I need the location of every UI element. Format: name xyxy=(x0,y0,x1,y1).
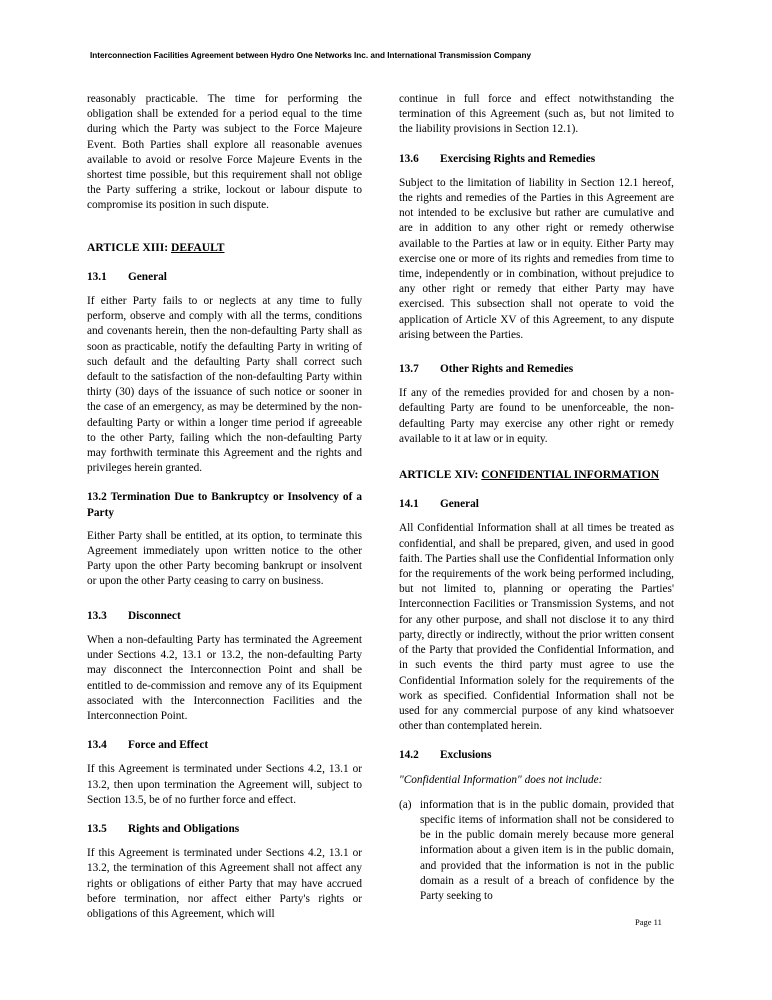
section-13-4-text: If this Agreement is terminated under Sections 4.2, 13.1 or 13.2, then upon termination the Agreement will, subject to Section 13.5, be of no further force and effect. xyxy=(87,763,362,806)
right-column xyxy=(399,92,674,904)
section-title: General xyxy=(440,498,479,511)
section-13-6-text: Subject to the limitation of liability in Section 12.1 hereof, the rights and remedies of the Parties in this Agreement are not intended to be exclusive but rather are cumulative and are in addition to any other right or remedy otherwise available to the Parties at law or in equity. Either Party may exercise one or more of its rights and remedies from time to time, independently or in combination, without prejudice to any other right or remedy that either Party may have exercised. This subsection shall not operate to void the application of Article XV of this Agreement, to any dispute arising between the Parties. xyxy=(399,176,674,341)
section-13-3-heading xyxy=(87,609,362,624)
page-number: Page 11 xyxy=(635,917,662,927)
left-column xyxy=(87,92,362,922)
section-number: 14.2 xyxy=(399,749,419,762)
section-13-4-heading xyxy=(87,738,362,753)
section-14-1-text: All Confidential Information shall at all times be treated as confidential, and shall be prepared, given, and used in good faith. The Parties shall use the Confidential Information only for the requirements of the work being performed including, but not limited to, planning or operating the Parties' Interconnection Facilities or Transmission Systems, and not for any other purpose, and shall not disclose it to any third party, directly or indirectly, without the prior written consent of the Party that provided the Confidential Information, and in such events the third party must agree to use the Confidential Information solely for the requirements of the work as specified. Confidential Information shall not be used for any commercial purpose of any kind whatsoever other than contemplated herein. xyxy=(399,522,674,733)
section-13-3-text: When a non-defaulting Party has terminated the Agreement under Sections 4.2, 13.1 or 13.2, the non-defaulting Party may disconnect the Interconnection Point and shall be entitled to de-commission and remove any of its Equipment associated with the Interconnection Facilities and the Interconnection Point. xyxy=(87,633,362,722)
section-number: 13.6 xyxy=(399,152,419,165)
section-title: Disconnect xyxy=(128,609,181,622)
section-number: 13.3 xyxy=(87,609,107,622)
list-item-label: (a) xyxy=(399,798,412,811)
section-number: 13.5 xyxy=(87,822,107,835)
section-number: 13.7 xyxy=(399,363,419,376)
section-number: 13.1 xyxy=(87,270,107,283)
section-14-2-intro: "Confidential Information" does not include: xyxy=(399,773,603,786)
section-13-2-heading: 13.2 Termination Due to Bankruptcy or Insolvency of a Party xyxy=(87,491,362,519)
section-13-7-text: If any of the remedies provided for and chosen by a non-defaulting Party are found to be unenforceable, the non-defaulting Party may exercise any other right or remedy available to it at law or in equity. xyxy=(399,387,674,445)
article-14-title: CONFIDENTIAL INFORMATION xyxy=(481,468,660,482)
section-13-2-text: Either Party shall be entitled, at its option, to terminate this Agreement immediately upon written notice to the other Party upon the other Party becoming bankrupt or insolvent or upon the other Party ceasing to carry on business. xyxy=(87,529,362,588)
section-number: 13.4 xyxy=(87,739,107,752)
article-13-heading xyxy=(87,240,362,255)
section-14-1-heading xyxy=(399,497,674,512)
article-13-title: DEFAULT xyxy=(171,240,225,254)
section-13-1-text: If either Party fails to or neglects at any time to fully perform, observe and comply with all the terms, conditions and covenants herein, then the non-defaulting Party shall as soon as practicable, notify the defaulting Party in writing of such default and the defaulting Party shall correct such default to the satisfaction of the non-defaulting Party within thirty (30) days of the issuance of such notice or sooner in the case of an emergency, as may be determined by the non-defaulting Party or within a longer time period if agreeable to the other Party, failing which the non-defaulting Party may forthwith terminate this Agreement and the rights and privileges herein granted. xyxy=(87,295,362,475)
paragraph-force-majeure-continued: reasonably practicable. The time for performing the obligation shall be extended for a period equal to the time during which the Party was subject to the Force Majeure Event. Both Parties shall explore all reasonable avenues available to avoid or resolve Force Majeure Events in the shortest time possible, but this requirement shall not oblige the Party suffering a strike, lockout or labour dispute to compromise its position in such dispute. xyxy=(87,93,362,212)
section-title: Exclusions xyxy=(440,749,492,762)
section-title: General xyxy=(128,270,167,283)
section-title: Other Rights and Remedies xyxy=(440,363,574,376)
section-13-5-text: If this Agreement is terminated under Sections 4.2, 13.1 or 13.2, the termination of this Agreement shall not affect any rights or obligations of either Party that may have accrued before termination, nor affect either Party's rights or obligations of this Agreement, which will xyxy=(87,847,362,920)
article-14-heading xyxy=(399,467,674,482)
section-number: 14.1 xyxy=(399,498,419,511)
paragraph-rights-continued: continue in full force and effect notwithstanding the termination of this Agreement (such as, but not limited to the liability provisions in Section 12.1). xyxy=(399,93,674,136)
section-title: Rights and Obligations xyxy=(128,822,240,835)
section-title: Force and Effect xyxy=(128,739,209,752)
section-13-5-heading xyxy=(87,822,362,837)
section-14-2-heading xyxy=(399,748,674,763)
section-title: Exercising Rights and Remedies xyxy=(440,152,596,165)
article-14-prefix: ARTICLE XIV: xyxy=(399,468,482,482)
section-13-6-heading xyxy=(399,152,674,167)
section-13-7-heading xyxy=(399,362,674,377)
list-item xyxy=(399,798,674,904)
section-13-1-heading xyxy=(87,270,362,285)
article-13-prefix: ARTICLE XIII: xyxy=(87,240,171,254)
list-item-text: information that is in the public domain, provided that specific items of information shall not be considered to be in the public domain merely because more general information about a given item is in the public domain, and provided that the information is not in the public domain as a result of a breach of confidence by the Party seeking to xyxy=(420,798,674,902)
running-header: Interconnection Facilities Agreement between Hydro One Networks Inc. and International Transmission Company xyxy=(90,51,532,60)
